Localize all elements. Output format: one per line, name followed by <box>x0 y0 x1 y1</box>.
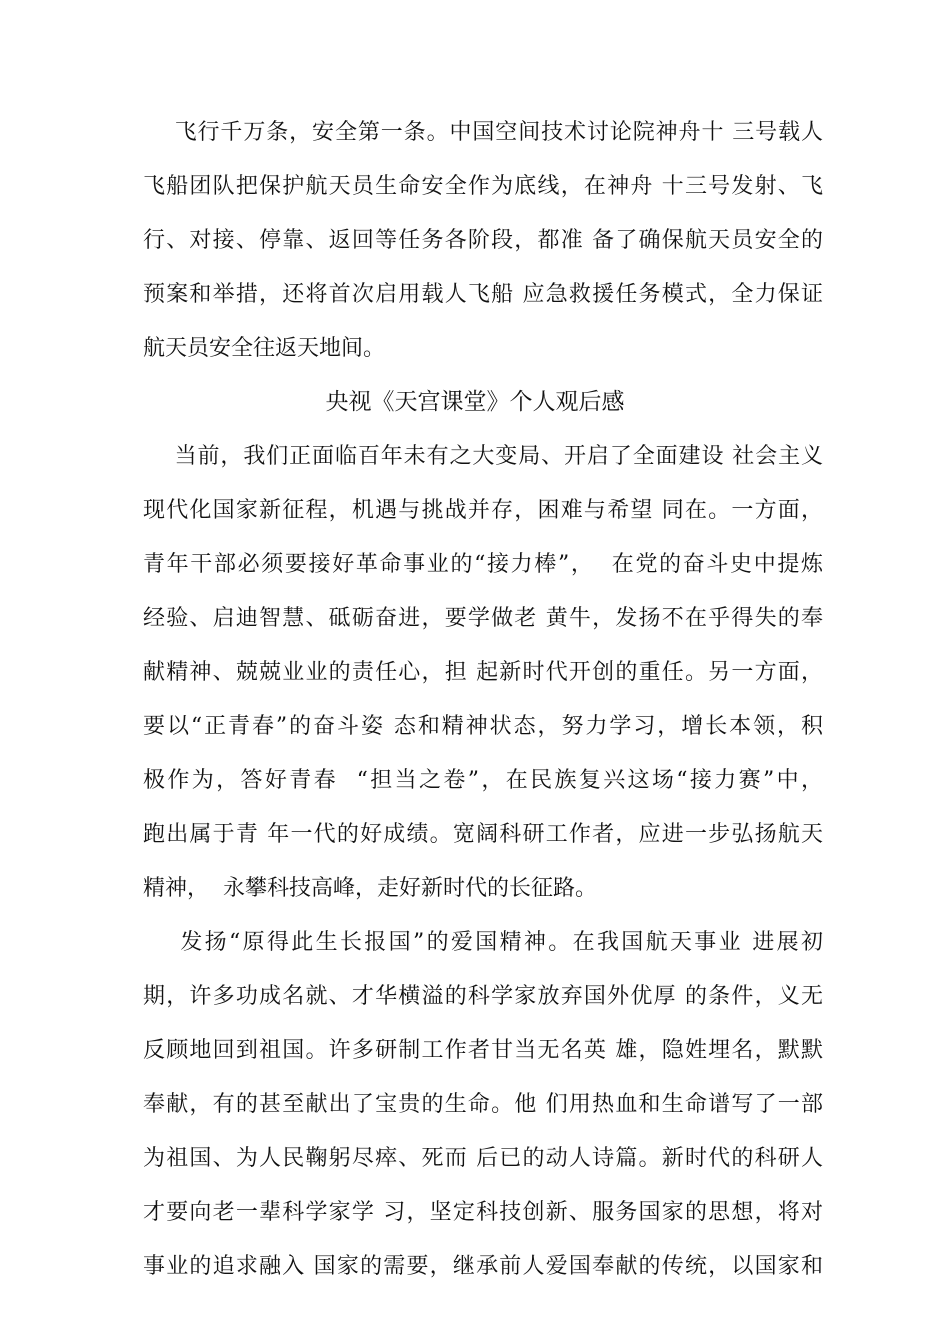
section-title: 央视《天宫课堂》个人观后感 <box>325 389 625 415</box>
paragraph-2-line: 当前，我们正面临百年未有之大变局、开启了全面建设 社会主义 <box>143 444 823 469</box>
paragraph-2-line: 经验、启迪智慧、砥砺奋进，要学做老 黄牛，发扬不在乎得失的奉 <box>143 606 823 631</box>
paragraph-2-line: 献精神、兢兢业业的责任心，担 起新时代开创的重任。另一方面， <box>143 660 823 685</box>
paragraph-1-line: 飞船团队把保护航天员生命安全作为底线，在神舟 十三号发射、飞 <box>143 174 823 199</box>
paragraph-2-line: 精神， 永攀科技高峰，走好新时代的长征路。 <box>143 876 597 901</box>
paragraph-3-line: 为祖国、为人民鞠躬尽瘁、死而 后已的动人诗篇。新时代的科研人 <box>143 1146 823 1171</box>
paragraph-2-line: 要以“正青春”的奋斗姿 态和精神状态，努力学习，增长本领，积 <box>143 714 823 739</box>
paragraph-1-line: 预案和举措，还将首次启用载人飞船 应急救援任务模式，全力保证 <box>143 282 823 307</box>
paragraph-1-line: 飞行千万条，安全第一条。中国空间技术讨论院神舟十 三号载人 <box>143 120 823 145</box>
paragraph-2-line: 极作为，答好青春 “担当之卷”，在民族复兴这场“接力赛”中， <box>143 768 823 793</box>
paragraph-2-line: 现代化国家新征程，机遇与挑战并存，困难与希望 同在。一方面， <box>143 498 823 523</box>
paragraph-2-line: 跑出属于青 年一代的好成绩。宽阔科研工作者，应进一步弘扬航天 <box>143 822 823 847</box>
paragraph-3-line: 才要向老一辈科学家学 习，坚定科技创新、服务国家的思想，将对 <box>143 1200 823 1225</box>
paragraph-2-line: 青年干部必须要接好革命事业的“接力棒”， 在党的奋斗史中提炼 <box>143 552 823 577</box>
paragraph-3-line: 事业的追求融入 国家的需要，继承前人爱国奉献的传统，以国家和 <box>143 1254 823 1279</box>
paragraph-1-line: 行、对接、停靠、返回等任务各阶段，都准 备了确保航天员安全的 <box>143 228 823 253</box>
paragraph-3-line: 期，许多功成名就、才华横溢的科学家放弃国外优厚 的条件，义无 <box>143 984 823 1009</box>
paragraph-1-line: 航天员安全往返天地间。 <box>143 336 386 361</box>
paragraph-3-line: 发扬“原得此生长报国”的爱国精神。在我国航天事业 进展初 <box>143 930 823 955</box>
paragraph-3-line: 奉献，有的甚至献出了宝贵的生命。他 们用热血和生命谱写了一部 <box>143 1092 823 1117</box>
paragraph-3-line: 反顾地回到祖国。许多研制工作者甘当无名英 雄，隐姓埋名，默默 <box>143 1038 823 1063</box>
